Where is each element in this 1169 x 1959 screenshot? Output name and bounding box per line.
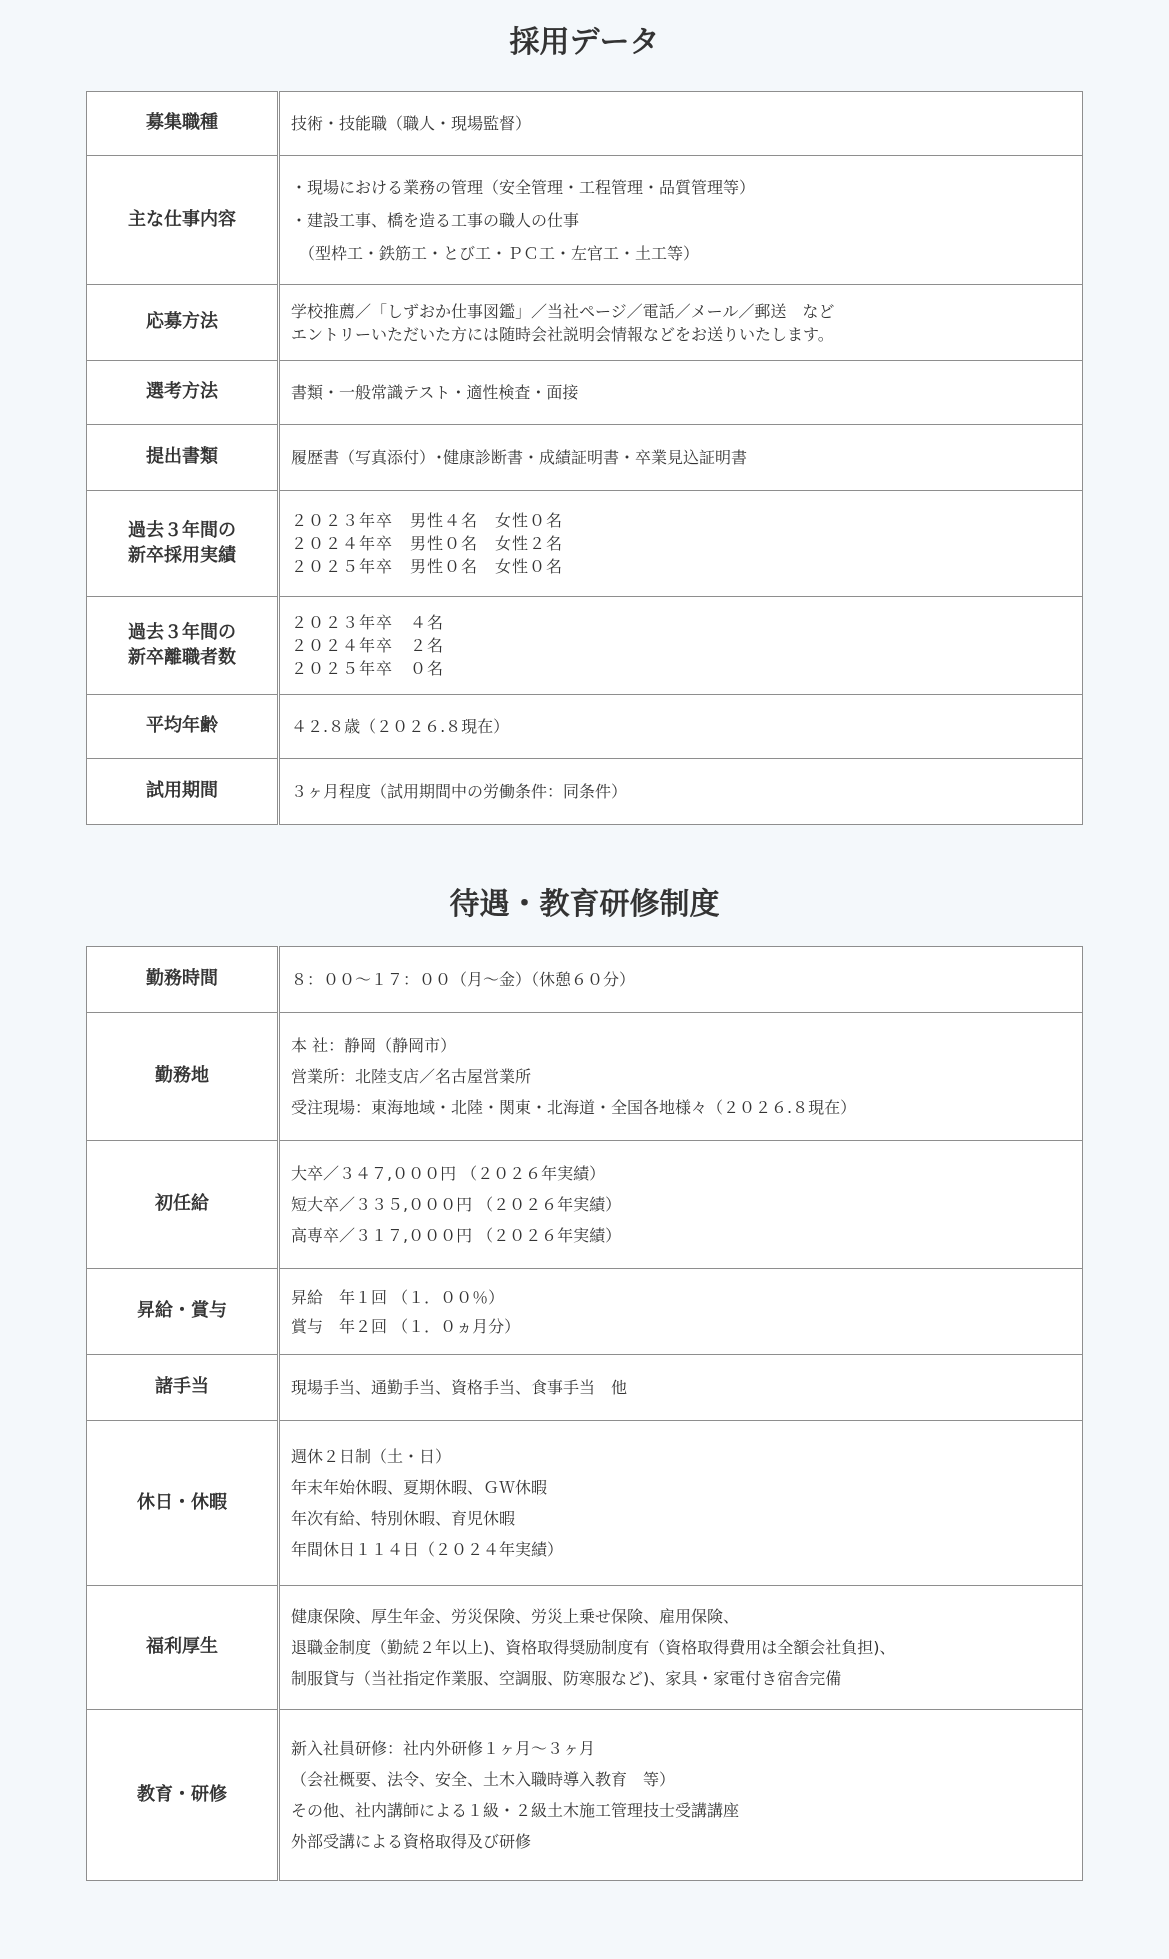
label-line: 教育・研修: [137, 1783, 227, 1805]
label-line: 新卒離職者数: [128, 646, 236, 668]
row-label-welfare: [87, 1586, 279, 1710]
benefits-table: [86, 946, 1083, 1881]
row-label-selection-method: [87, 361, 279, 425]
value-line: 本 社：静岡（静岡市）: [291, 1036, 457, 1055]
row-label-raise-bonus: [87, 1269, 279, 1355]
row-label-working-hours: [87, 947, 279, 1013]
label-line: 休日・休暇: [137, 1491, 227, 1513]
value-line: 新入社員研修：社内外研修１ヶ月～３ヶ月: [291, 1739, 596, 1758]
label-line: 福利厚生: [146, 1636, 218, 1658]
row-value-application-method: [279, 285, 1083, 361]
value-line: 年間休日１１４日（２０２４年実績）: [291, 1540, 564, 1559]
row-label-trial-period: [87, 759, 279, 825]
value-line: 現場手当、通勤手当、資格手当、食事手当 他: [291, 1378, 628, 1397]
recruit-section-title: 採用データ: [509, 25, 660, 60]
value-line: 短大卒／３３５,０００円 （２０２６年実績）: [291, 1195, 622, 1214]
table-row: [87, 1710, 1083, 1881]
table-row: [87, 361, 1083, 425]
value-line: 賞与 年２回 （１．０ヵ月分）: [291, 1316, 521, 1336]
label-line: 応募方法: [146, 311, 218, 333]
value-line: エントリーいただいた方には随時会社説明会情報などをお送りいたします。: [291, 324, 834, 344]
row-label-starting-salary: [87, 1141, 279, 1269]
row-value-turnover: [279, 597, 1083, 695]
value-line: ・建設工事、橋を造る工事の職人の仕事: [291, 210, 580, 230]
value-line: 健康保険、厚生年金、労災保険、労災上乗せ保険、雇用保険、: [291, 1607, 740, 1626]
value-line: ２０２３年卒 男性４名 女性０名: [291, 511, 564, 530]
row-value-holidays: [279, 1421, 1083, 1586]
row-value-average-age: [279, 695, 1083, 759]
label-line: 過去３年間の: [128, 622, 236, 644]
table-row: [87, 156, 1083, 285]
label-line: 選考方法: [146, 381, 218, 403]
value-line: 昇給 年１回 （１．００％）: [291, 1287, 505, 1307]
table-row: [87, 1586, 1083, 1710]
value-line: 年末年始休暇、夏期休暇、ＧＷ休暇: [291, 1478, 548, 1497]
row-label-job-type: [87, 92, 279, 156]
label-line: 平均年齢: [146, 715, 218, 737]
value-line: 技術・技能職（職人・現場監督）: [291, 114, 532, 133]
value-line: （会社概要、法令、安全、土木入職時導入教育 等）: [291, 1770, 676, 1789]
value-line: ２０２５年卒 男性０名 女性０名: [291, 557, 564, 576]
label-line: 過去３年間の: [128, 520, 236, 542]
table-row: [87, 92, 1083, 156]
table-row: [87, 597, 1083, 695]
table-row: [87, 695, 1083, 759]
label-line: 主な仕事内容: [128, 208, 236, 230]
row-value-welfare: [279, 1586, 1083, 1710]
row-value-job-type: [279, 92, 1083, 156]
value-line: 制服貸与（当社指定作業服、空調服、防寒服など)、家具・家電付き宿舎完備: [291, 1669, 842, 1688]
value-line: （型枠工・鉄筋工・とび工・ＰＣ工・左官工・土工等）: [291, 243, 700, 263]
label-line: 提出書類: [146, 446, 218, 468]
table-row: [87, 947, 1083, 1013]
value-line: 営業所：北陸支店／名古屋営業所: [291, 1067, 532, 1086]
label-line: 諸手当: [155, 1376, 209, 1398]
value-line: 大卒／３４７,０００円 （２０２６年実績）: [291, 1164, 606, 1183]
row-value-trial-period: [279, 759, 1083, 825]
value-line: その他、社内講師による１級・２級土木施工管理技士受講講座: [291, 1801, 740, 1820]
value-line: ４２.８歳（２０２６.８現在）: [291, 717, 510, 736]
row-value-raise-bonus: [279, 1269, 1083, 1355]
label-line: 初任給: [155, 1193, 209, 1215]
value-line: ２０２３年卒 ４名: [291, 613, 445, 632]
row-value-working-hours: [279, 947, 1083, 1013]
table-row: [87, 285, 1083, 361]
row-value-documents: [279, 425, 1083, 491]
table-row: [87, 1013, 1083, 1141]
value-line: ２０２４年卒 ２名: [291, 636, 445, 655]
row-label-main-duties: [87, 156, 279, 285]
table-row: [87, 1141, 1083, 1269]
row-value-training: [279, 1710, 1083, 1881]
value-line: 書類・一般常識テスト・適性検査・面接: [291, 383, 579, 402]
row-label-training: [87, 1710, 279, 1881]
row-label-holidays: [87, 1421, 279, 1586]
value-line: ２０２５年卒 ０名: [291, 659, 445, 678]
label-line: 新卒採用実績: [128, 544, 236, 566]
value-line: 履歴書（写真添付）･健康診断書・成績証明書・卒業見込証明書: [291, 448, 748, 467]
label-line: 勤務時間: [146, 968, 218, 990]
table-row: [87, 1421, 1083, 1586]
row-label-average-age: [87, 695, 279, 759]
row-label-allowances: [87, 1355, 279, 1421]
row-value-main-duties: [279, 156, 1083, 285]
label-line: 募集職種: [146, 112, 218, 134]
benefits-section-title: 待遇・教育研修制度: [449, 887, 720, 922]
row-label-application-method: [87, 285, 279, 361]
value-line: 学校推薦／「しずおか仕事図鑑」／当社ページ／電話／メール／郵送 など: [291, 301, 835, 321]
table-row: [87, 491, 1083, 597]
table-row: [87, 759, 1083, 825]
label-line: 勤務地: [155, 1065, 209, 1087]
value-line: ８：００～１７：００（月～金）（休憩６０分）: [291, 970, 636, 989]
value-line: 外部受講による資格取得及び研修: [291, 1832, 532, 1851]
label-line: 試用期間: [146, 780, 218, 802]
value-line: ２０２４年卒 男性０名 女性２名: [291, 534, 564, 553]
value-line: 受注現場：東海地域・北陸・関東・北海道・全国各地様々（２０２６.８現在）: [291, 1098, 857, 1117]
value-line: ・現場における業務の管理（安全管理・工程管理・品質管理等）: [291, 177, 756, 197]
row-label-work-location: [87, 1013, 279, 1141]
value-line: 週休２日制（土・日）: [291, 1447, 452, 1466]
table-row: [87, 1269, 1083, 1355]
value-line: ３ヶ月程度（試用期間中の労働条件：同条件）: [291, 782, 628, 801]
table-row: [87, 1355, 1083, 1421]
row-value-allowances: [279, 1355, 1083, 1421]
value-line: 高専卒／３１７,０００円 （２０２６年実績）: [291, 1226, 622, 1245]
row-value-work-location: [279, 1013, 1083, 1141]
value-line: 年次有給、特別休暇、育児休暇: [291, 1509, 516, 1528]
label-line: 昇給・賞与: [137, 1300, 227, 1322]
row-value-selection-method: [279, 361, 1083, 425]
row-value-starting-salary: [279, 1141, 1083, 1269]
table-row: [87, 425, 1083, 491]
row-value-hiring-record: [279, 491, 1083, 597]
row-label-hiring-record: [87, 491, 279, 597]
row-label-documents: [87, 425, 279, 491]
recruit-data-table: [86, 91, 1083, 825]
row-label-turnover: [87, 597, 279, 695]
value-line: 退職金制度（勤続２年以上)、資格取得奨励制度有（資格取得費用は全額会社負担)、: [291, 1638, 896, 1657]
